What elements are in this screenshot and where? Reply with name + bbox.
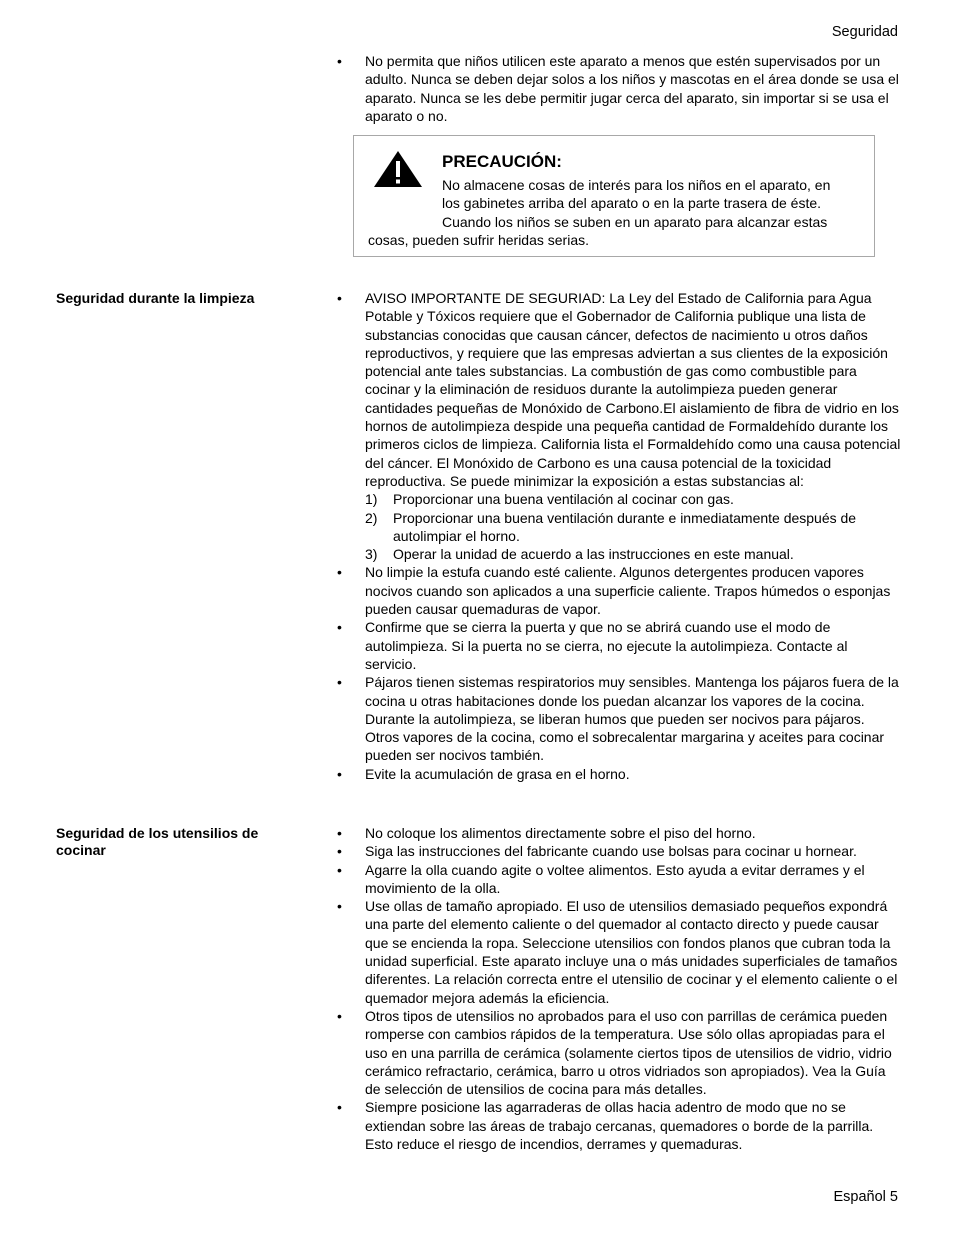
list-item [337,897,902,1007]
list-item [337,673,902,764]
list-item [337,824,902,842]
list-item-text: Agarre la olla cuando agite o voltee alimentos. Esto ayuda a evitar derrames y el movimiento de la olla. [365,861,865,896]
caution-line: No almacene cosas de interés para los niños en el aparato, en [442,177,831,193]
section-heading-cleaning: Seguridad durante la limpieza [56,290,255,306]
numbered-item-text: Proporcionar una buena ventilación durante e inmediatamente después de autolimpiar el horno. [393,509,857,544]
page-header-section: Seguridad [831,24,898,40]
bullet-glyph: • [337,765,342,782]
list-item-text: No limpie la estufa cuando esté caliente. Algunos detergentes producen vapores nocivos cuando son aplicados a una superficie caliente. Trapos húmedos o esponjas pueden causar quemaduras de vapor. [365,564,891,618]
list-item-text: Otros tipos de utensilios no aprobados para el uso con parrillas de cerámica pueden romperse con cambios rápidos de la temperatura. Use sólo ollas apropiadas para el uso en una parrilla de cerámica (solamente ciertos tipos de utensilios de vidrio, vidrio cerámico refractario, cerámica, barro u otros vidriados son apropiados). Vea la Guía de selección de utensilios de cocina para más detalles. [365,1007,892,1098]
caution-text [368,176,868,249]
caution-line: los gabinetes arriba del aparato o en la parte trasera de éste. [442,195,822,212]
item-number: 1) [365,491,378,508]
list-item-text: Siga las instrucciones del fabricante cuando use bolsas para cocinar u hornear. [365,843,857,860]
list-item-text: Siempre posicione las agarraderas de ollas hacia adentro de modo que no se extiendan sobre las áreas de trabajo cercanas, quemadores o borde de la parrilla. Esto reduce el riesgo de incendios, derrames y quemaduras. [365,1099,874,1153]
bullet-glyph: • [337,53,342,69]
list-item-text: Evite la acumulación de grasa en el horno. [365,765,630,782]
bullet-glyph: • [337,843,342,860]
list-item-text: Use ollas de tamaño apropiado. El uso de utensilios demasiado pequeños expondrá una parte del elemento caliente o del quemador al contacto directo y puede causar que se encienda la ropa. Seleccione utensilios con fondos planos que cubran toda la unidad superficial. Este aparato incluye una o más unidades superficiales de tamaños diferentes. La relación correcta entre el utensilio de cocinar y el elemento caliente o el quemador mejora además la eficiencia. [365,898,898,1006]
bullet-glyph: • [337,825,342,841]
list-item [337,1098,902,1153]
list-item [337,1007,902,1098]
list-item [337,842,902,860]
bullet-glyph: • [337,1007,342,1024]
cookware-list [337,824,902,1153]
bullet-glyph: • [337,861,342,878]
list-item [337,289,902,490]
list-item [337,861,902,898]
numbered-item-text: Operar la unidad de acuerdo a las instrucciones en este manual. [393,546,794,563]
bullet-glyph: • [337,564,342,581]
list-item-text: Confirme que se cierra la puerta y que no se abrirá cuando use el modo de autolimpieza. Si la puerta no se cierra, no ejecute la autolimpieza. Contacte al servicio. [365,619,848,672]
bullet-glyph: • [337,290,342,306]
cleaning-list [337,289,902,783]
numbered-item [365,545,902,563]
bullet-glyph: • [337,1099,342,1116]
list-item-text: No permita que niños utilicen este aparato a menos que estén supervisados por un adulto. Nunca se deben dejar solos a los niños y mascotas en el área donde se usa el aparato. Nunca se les debe permitir jugar cerca del aparato, sin importar si se usa el aparato o no. [365,53,899,124]
numbered-item [365,490,902,508]
caution-box [353,135,875,257]
list-item-text: Pájaros tienen sistemas respiratorios muy sensibles. Mantenga los pájaros fuera de la cocina u otras habitaciones donde los puedan alcanzar los vapores de la cocina. Durante la autolimpieza, se liberan humos que pueden ser nocivos para pájaros. Otros vapores de la cocina, como el sobrecalentar margarina y aceites para cocinar pueden ser nocivos también. [365,674,899,764]
bullet-glyph: • [337,898,342,915]
caution-line: cosas, pueden sufrir heridas serias. [368,231,589,248]
numbered-item-text: Proporcionar una buena ventilación al cocinar con gas. [393,491,734,508]
numbered-item [365,509,902,546]
section-heading-cookware: Seguridad de los utensilios de cocinar [56,825,259,858]
list-item [337,765,902,783]
item-number: 2) [365,509,378,526]
page-footer-number: Español 5 [833,1189,898,1205]
bullet-glyph: • [337,619,342,636]
list-item [337,618,902,673]
list-item-text: No coloque los alimentos directamente sobre el piso del horno. [365,825,756,841]
caution-title: PRECAUCIÓN: [442,152,562,171]
item-number: 3) [365,546,378,563]
list-item-text: AVISO IMPORTANTE DE SEGURIAD: La Ley del Estado de California para Agua Potable y Tóxicos requiere que el Gobernador de California publique una lista de substancias conocidas que causan cáncer, defectos de nacimiento u otros daños reproductivos, y requiere que las empresas adviertan a sus clientes de la exposición potencial ante tales substancias. La combustión de gas como combustible para cocinar y la eliminación de residuos durante la autolimpieza pueden generar cantidades pequeñas de Monóxido de Carbono.El aislamiento de fibra de vidrio en los hornos de autolimpieza despide una pequeña cantidad de Formaldehído durante los primeros ciclos de limpieza. California lista el Formaldehído como una causa potencial del cáncer. El Monóxido de Carbono es una causa potencial de la toxicidad reproductiva. Se puede minimizar la exposición a estas substancias al: [365,290,901,489]
bullet-glyph: • [337,674,342,691]
caution-line: Cuando los niños se suben en un aparato para alcanzar estas [442,213,828,230]
list-item [337,563,902,618]
list-item [337,52,902,125]
intro-list [337,52,902,125]
